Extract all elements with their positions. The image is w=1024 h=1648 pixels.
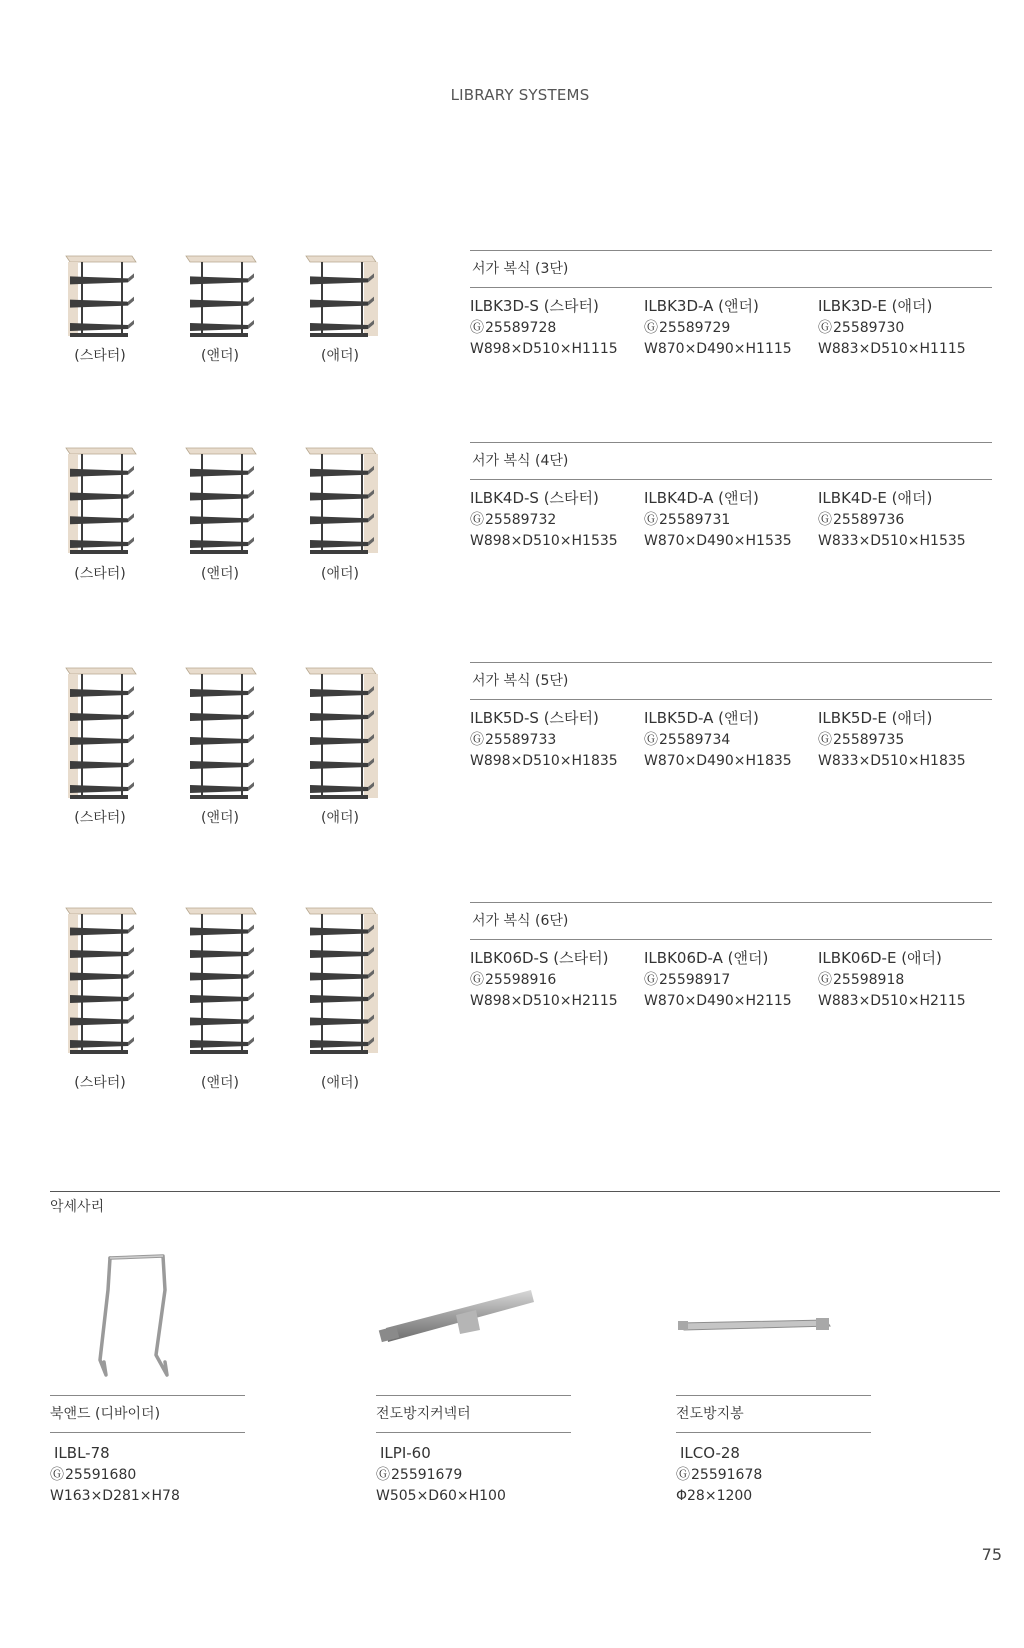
product-dims: W898×D510×H1535 [470,533,618,549]
accessory-code: ILBL-78 [54,1444,110,1462]
spec-item [818,948,992,1013]
wire-bookend-icon [50,1250,245,1395]
product-code: ILBK4D-S (스타터) [470,489,599,507]
shelf-image [60,902,140,1091]
spec-item [470,296,644,361]
g-number: 25598918 [833,971,905,988]
g-number: 25589732 [485,511,557,528]
bookshelf-icon [60,250,140,340]
shelf-caption: (스타터) [74,810,126,826]
product-code: ILBK06D-S (스타터) [470,949,609,967]
anti-tip-rod-icon [676,1250,871,1395]
product-code: ILBK5D-A (앤더) [644,709,759,727]
g-number-line [644,970,818,992]
product-code: ILBK4D-A (앤더) [644,489,759,507]
g-mark-icon: Ⓖ [50,1466,64,1483]
g-mark-icon: Ⓖ [644,731,658,748]
spec-mid-rule [470,287,992,288]
accessory-name: 전도방지봉 [676,1406,744,1422]
g-number: 25589729 [659,319,731,336]
g-number-line [470,730,644,752]
shelf-image [180,250,260,364]
accessories-divider [50,1191,1000,1192]
g-mark-icon: Ⓖ [644,319,658,336]
shelf-caption: (앤더) [201,1075,239,1091]
g-number: 25589733 [485,731,557,748]
shelf-image [60,662,140,826]
spec-item [470,488,644,553]
shelf-caption: (스타터) [74,1075,126,1091]
bookshelf-icon [300,902,380,1057]
bookshelf-icon [180,662,260,802]
spec-item [644,488,818,553]
anti-tip-connector-icon [376,1250,571,1395]
g-mark-icon: Ⓖ [470,731,484,748]
shelf-image [300,442,380,582]
product-dims: W870×D490×H1115 [644,341,792,357]
shelf-caption: (스타터) [74,566,126,582]
product-dims: W833×D510×H1535 [818,533,966,549]
shelf-image [300,250,380,364]
spec-block [470,442,992,553]
bookshelf-icon [300,250,380,340]
g-number-line [470,510,644,532]
g-mark-icon: Ⓖ [470,319,484,336]
shelf-caption: (앤더) [201,348,239,364]
g-mark-icon: Ⓖ [470,971,484,988]
accessory-dims: Φ28×1200 [676,1488,753,1504]
accessory-code: ILPI-60 [380,1444,431,1462]
shelf-image [180,662,260,826]
g-mark-icon: Ⓖ [818,319,832,336]
g-number: 25589731 [659,511,731,528]
accessory-item-connector [376,1250,571,1508]
spec-block [470,250,992,361]
shelf-caption: (앤더) [201,810,239,826]
g-number: 25589736 [833,511,905,528]
g-number: 25598916 [485,971,557,988]
g-mark-icon: Ⓖ [818,971,832,988]
product-code: ILBK5D-E (애더) [818,709,933,727]
bookshelf-icon [60,902,140,1057]
accessory-g-number: Ⓖ25591678 [676,1466,763,1483]
g-mark-icon: Ⓖ [644,511,658,528]
product-dims: W870×D490×H1835 [644,753,792,769]
bookshelf-icon [180,442,260,557]
accessory-name: 북앤드 (디바이더) [50,1406,161,1422]
shelf-caption: (애더) [321,348,359,364]
product-code: ILBK3D-A (앤더) [644,297,759,315]
shelf-image [300,662,380,826]
g-number: 25589728 [485,319,557,336]
shelf-image [60,250,140,364]
product-code: ILBK06D-E (애더) [818,949,942,967]
g-number-line [818,730,992,752]
product-dims: W870×D490×H1535 [644,533,792,549]
product-code: ILBK3D-S (스타터) [470,297,599,315]
product-dims: W898×D510×H1115 [470,341,618,357]
bookshelf-icon [60,442,140,557]
g-mark-icon: Ⓖ [376,1466,390,1483]
accessory-dims: W505×D60×H100 [376,1488,506,1504]
g-number-line [470,318,644,340]
series-heading: 서가 복식 (3단) [472,261,569,277]
spec-item [644,296,818,361]
g-number-line [818,970,992,992]
product-code: ILBK3D-E (애더) [818,297,933,315]
g-number-line [470,970,644,992]
spec-item [470,708,644,773]
product-dims: W898×D510×H2115 [470,993,618,1009]
accessory-code: ILCO-28 [680,1444,740,1462]
shelf-caption: (애더) [321,810,359,826]
g-mark-icon: Ⓖ [470,511,484,528]
spec-item [470,948,644,1013]
g-number-line [818,318,992,340]
accessory-dims: W163×D281×H78 [50,1488,180,1504]
g-number: 25589735 [833,731,905,748]
g-number-line [644,510,818,532]
shelf-caption: (애더) [321,566,359,582]
spec-block [470,662,992,773]
shelf-image [180,442,260,582]
spec-item [644,708,818,773]
spec-item [644,948,818,1013]
spec-item [818,296,992,361]
g-number-line [644,730,818,752]
series-heading: 서가 복식 (4단) [472,453,569,469]
g-mark-icon: Ⓖ [644,971,658,988]
accessory-item-bookend [50,1250,245,1508]
product-code: ILBK06D-A (앤더) [644,949,769,967]
g-mark-icon: Ⓖ [818,511,832,528]
g-number: 25589734 [659,731,731,748]
spec-item [818,488,992,553]
g-number-line [644,318,818,340]
product-dims: W833×D510×H1835 [818,753,966,769]
shelf-image [180,902,260,1091]
product-dims: W898×D510×H1835 [470,753,618,769]
bookshelf-icon [300,662,380,802]
product-code: ILBK4D-E (애더) [818,489,933,507]
series-heading: 서가 복식 (5단) [472,673,569,689]
accessory-name: 전도방지커넥터 [376,1406,471,1422]
shelf-image [60,442,140,582]
product-dims: W870×D490×H2115 [644,993,792,1009]
g-number-line [818,510,992,532]
bookshelf-icon [180,902,260,1057]
g-number: 25589730 [833,319,905,336]
product-dims: W883×D510×H2115 [818,993,966,1009]
accessory-item-rod [676,1250,871,1508]
spec-item [818,708,992,773]
spec-mid-rule [470,479,992,480]
series-heading: 서가 복식 (6단) [472,913,569,929]
accessories-title: 악세사리 [50,1199,105,1215]
bookshelf-icon [300,442,380,557]
shelf-caption: (스타터) [74,348,126,364]
shelf-caption: (애더) [321,1075,359,1091]
accessory-g-number: Ⓖ25591680 [50,1466,137,1483]
page-number: 75 [981,1545,1002,1564]
g-mark-icon: Ⓖ [676,1466,690,1483]
g-number: 25598917 [659,971,731,988]
product-code: ILBK5D-S (스타터) [470,709,599,727]
shelf-caption: (앤더) [201,566,239,582]
page-header-title: LIBRARY SYSTEMS [450,86,590,104]
g-mark-icon: Ⓖ [818,731,832,748]
spec-mid-rule [470,699,992,700]
bookshelf-icon [60,662,140,802]
spec-mid-rule [470,939,992,940]
accessory-g-number: Ⓖ25591679 [376,1466,463,1483]
product-dims: W883×D510×H1115 [818,341,966,357]
spec-block [470,902,992,1013]
shelf-image [300,902,380,1091]
bookshelf-icon [180,250,260,340]
